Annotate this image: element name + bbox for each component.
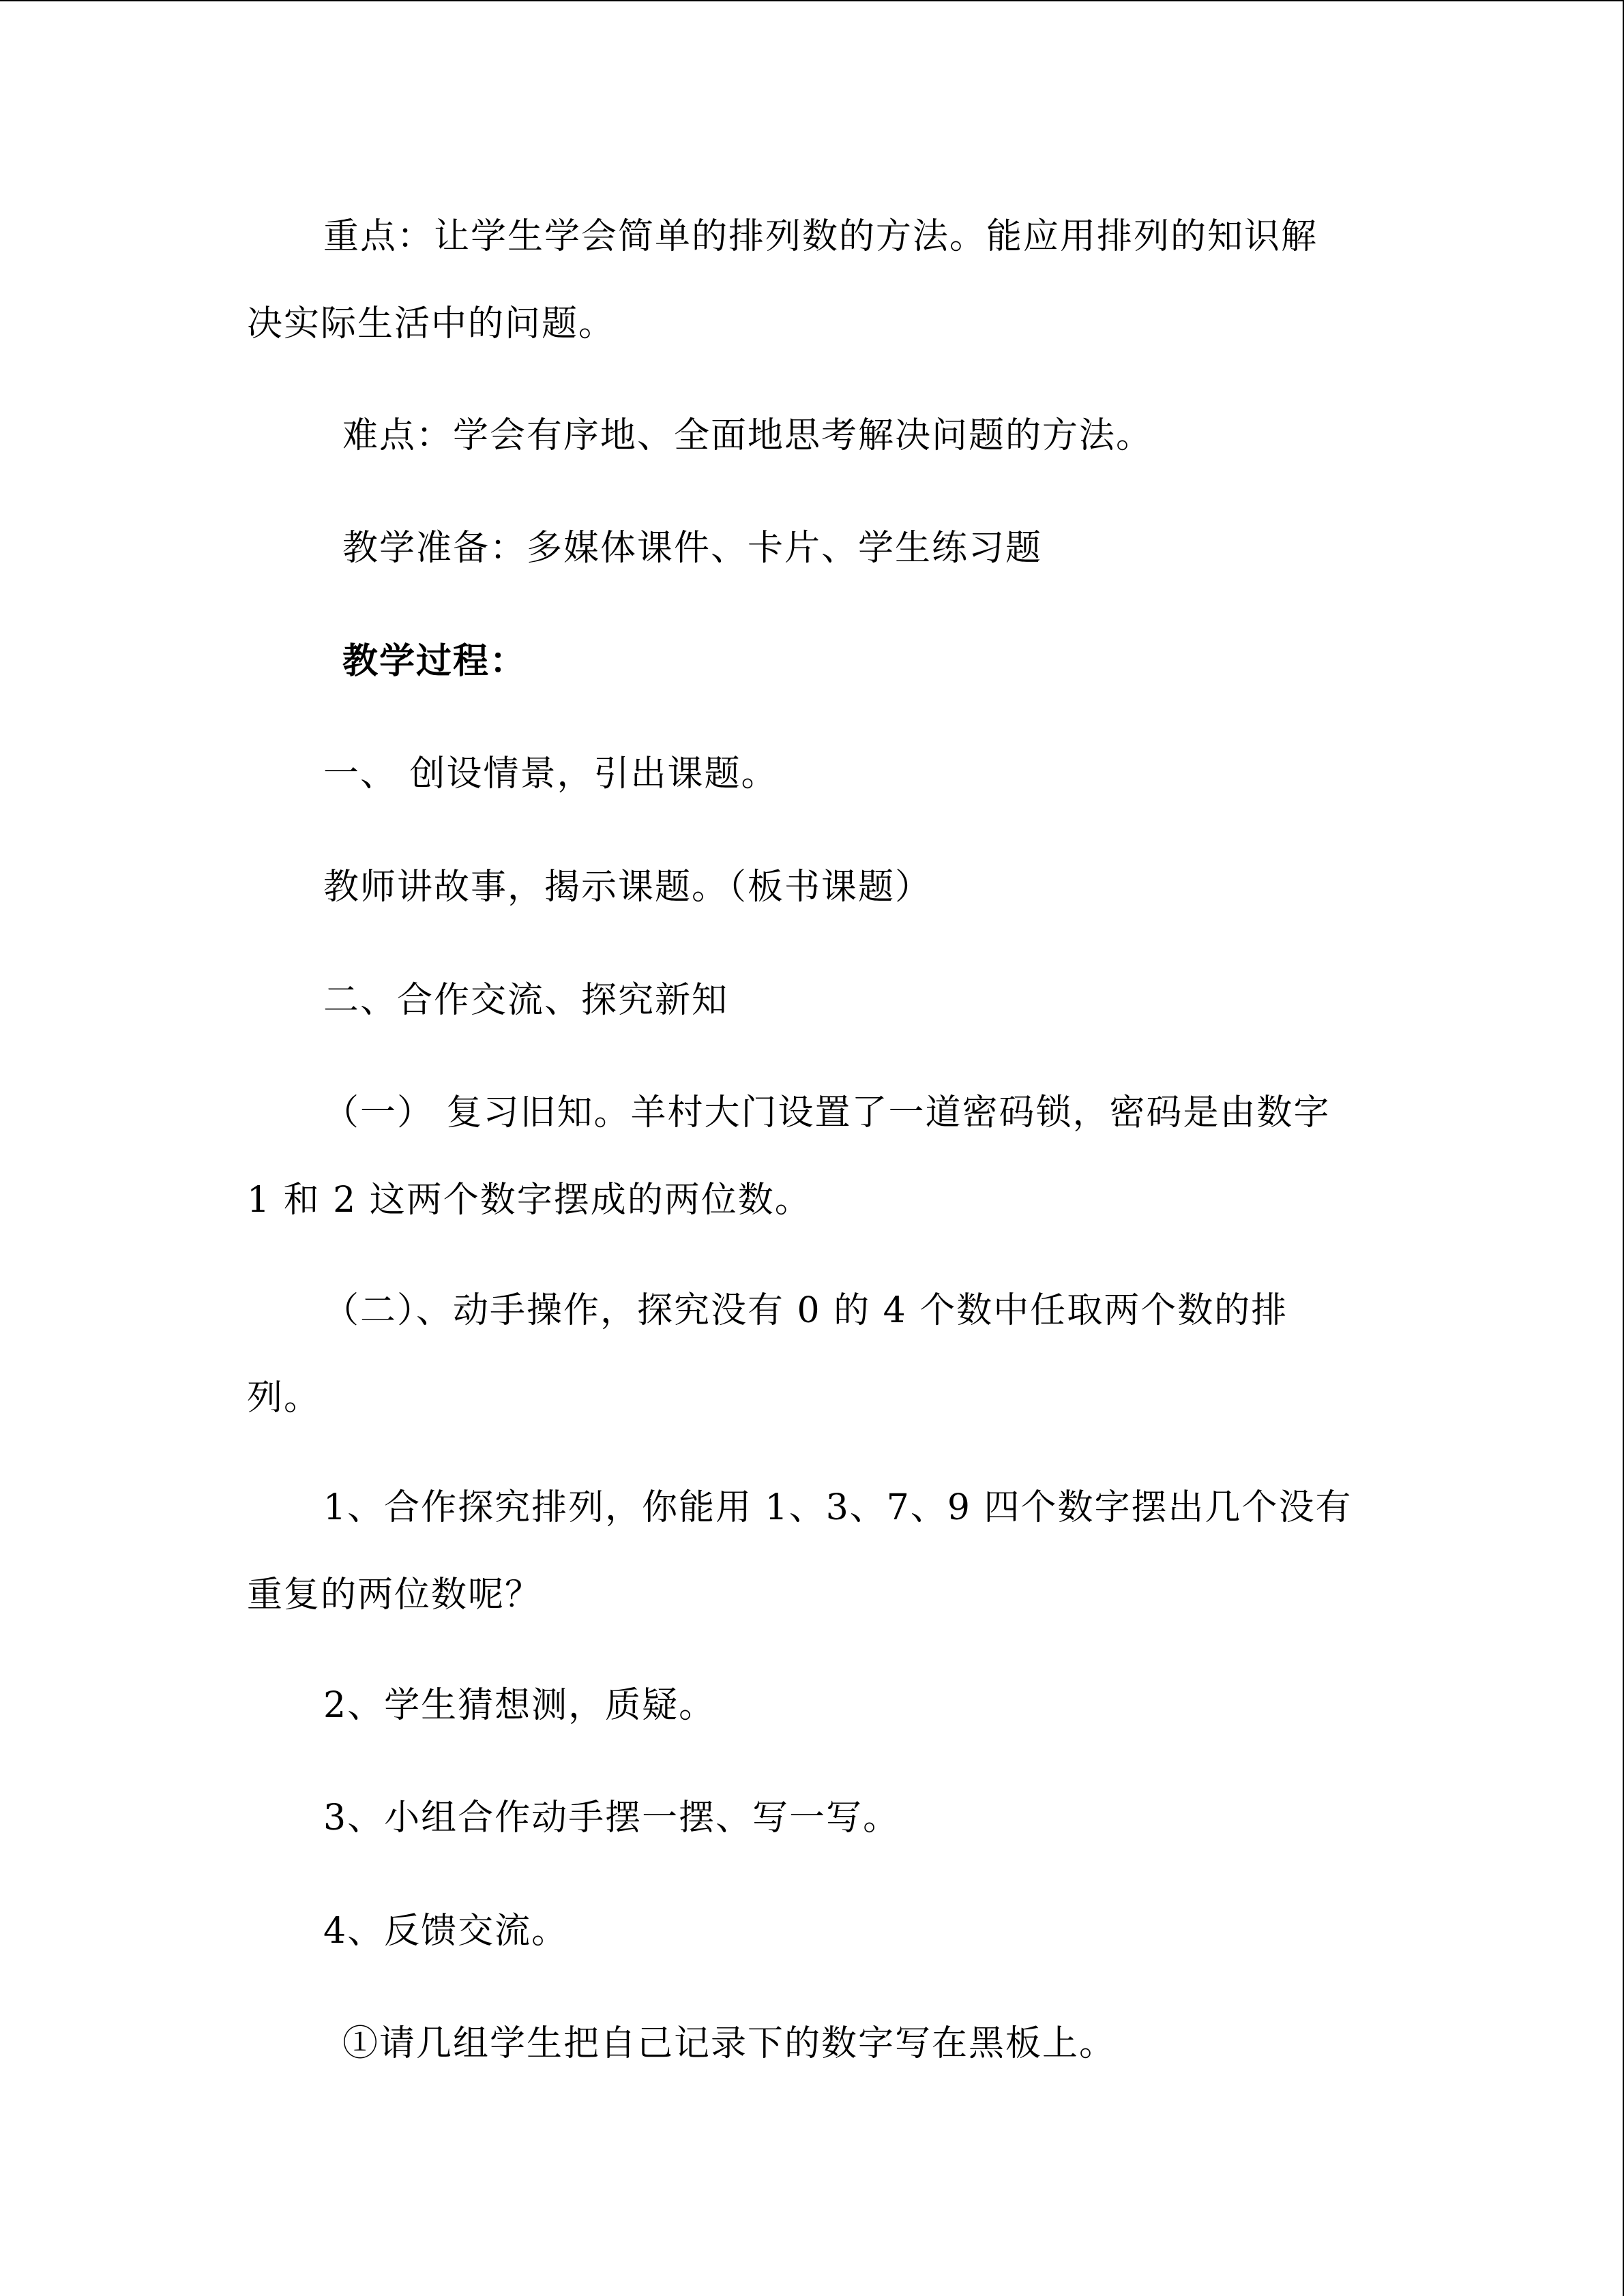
key-point-line-2: 决实际生活中的问题。	[247, 303, 616, 344]
section-one-heading: 一、 创设情景，引出课题。	[323, 754, 778, 794]
sub-one-line-1: （一） 复习旧知。羊村大门设置了一道密码锁，密码是由数字	[323, 1092, 1331, 1133]
step-4-item-1: ①请几组学生把自己记录下的数字写在黑板上。	[342, 2023, 1117, 2064]
sub-two-line-2: 列。	[247, 1377, 321, 1418]
sub-one-line-2: 1 和 2 这两个数字摆成的两位数。	[247, 1180, 812, 1221]
teacher-story-text: 教师讲故事，揭示课题。（板书课题）	[323, 867, 932, 908]
step-1-line-2: 重复的两位数呢？	[247, 1575, 542, 1615]
process-heading: 教学过程：	[342, 640, 527, 682]
key-point-line-1: 重点：让学生学会简单的排列数的方法。能应用排列的知识解	[323, 216, 1318, 257]
step-2-text: 2、学生猜想测，质疑。	[323, 1685, 716, 1726]
step-3-text: 3、小组合作动手摆一摆、写一写。	[323, 1798, 900, 1838]
sub-two-line-1: （二）、动手操作，探究没有 0 的 4 个数中任取两个数的排	[323, 1290, 1288, 1331]
step-1-line-1: 1、合作探究排列，你能用 1、3、7、9 四个数字摆出几个没有	[323, 1487, 1353, 1528]
section-two-heading: 二、合作交流、探究新知	[323, 980, 729, 1021]
preparation-text: 教学准备：多媒体课件、卡片、学生练习题	[342, 528, 1043, 569]
difficulty-text: 难点：学会有序地、全面地思考解决问题的方法。	[342, 415, 1153, 456]
step-4-text: 4、反馈交流。	[323, 1911, 569, 1952]
